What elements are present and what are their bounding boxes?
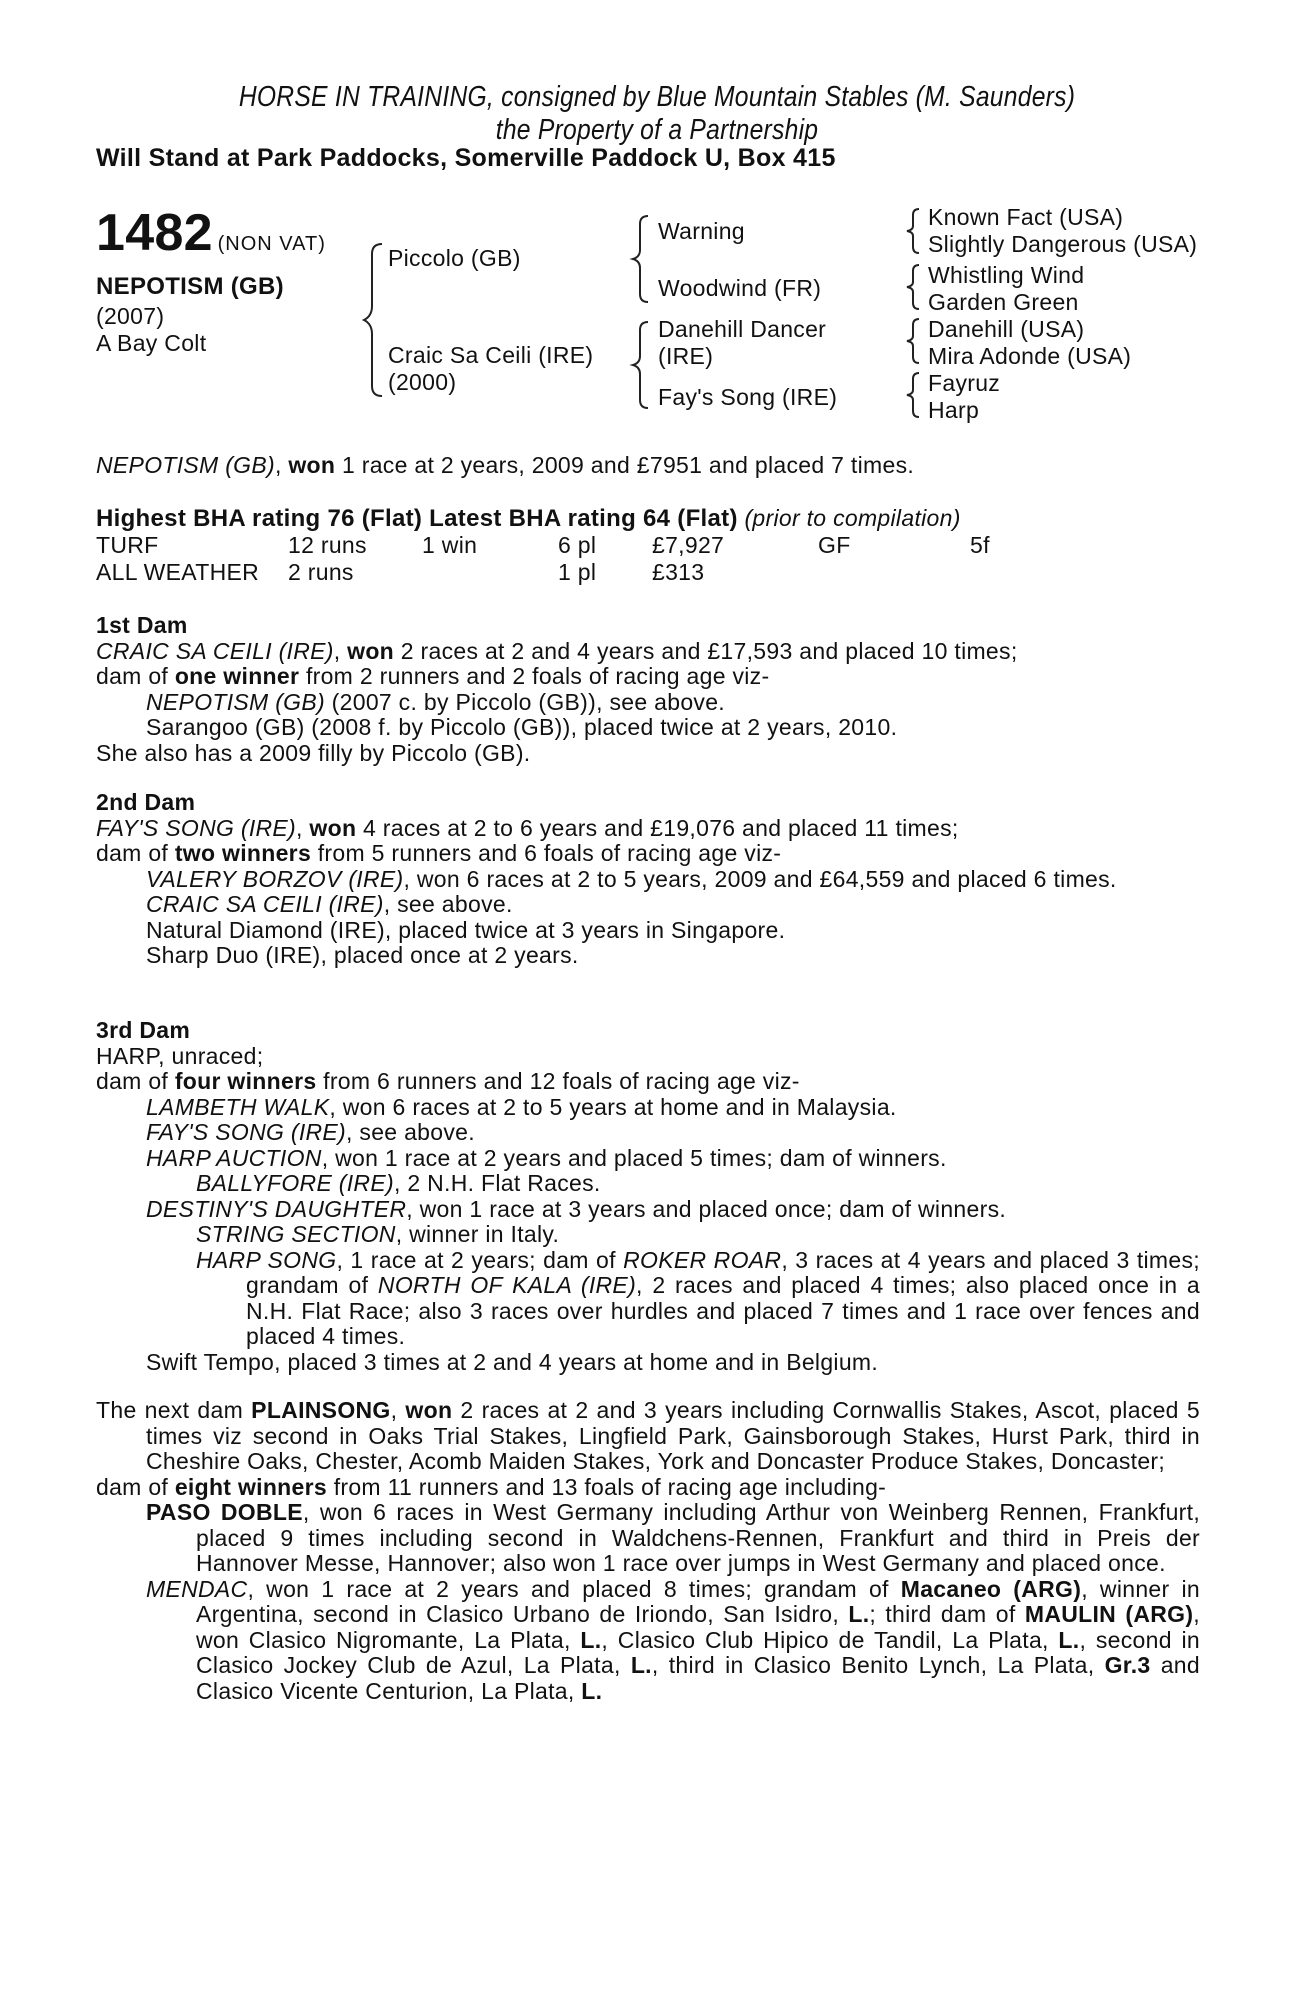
ratings-line (96, 505, 961, 532)
dam-name: PLAINSONG (251, 1397, 391, 1423)
race-summary: NEPOTISM (GB), won 1 race at 2 years, 2009 and £7951 and placed 7 times. (96, 452, 915, 478)
wins: 1 win (422, 532, 478, 558)
dam-dam-dam: Harp (928, 397, 980, 423)
pedigree-brace-3d (902, 370, 924, 420)
produce-record: ; third dam of (869, 1601, 1016, 1627)
listed-marker: L. (580, 1626, 602, 1653)
dam-of-label: dam of (96, 1068, 169, 1094)
dam-record: 2 races at 2 and 3 years including Cornwallis Stakes, Ascot, placed 5 times viz second in Oaks Trial Stakes, Lingfield Park, Gainsborough Stakes, Hurst Park, third in Cheshire Oaks, Chester, Acomb Maiden Stakes, York and Doncaster Produce Stakes, Doncaster; (146, 1397, 1200, 1474)
won-label: won (347, 637, 395, 664)
produce-record: , third in Clasico Benito Lynch, La Plata, (651, 1652, 1095, 1678)
produce-name: DESTINY'S DAUGHTER (146, 1195, 407, 1222)
sire-sire-sire: Known Fact (USA) (928, 204, 1124, 230)
produce-entry: Sharp Duo (IRE), placed once at 2 years. (146, 942, 579, 968)
group-marker: Gr.3 (1104, 1652, 1151, 1678)
summary-won: won (288, 452, 336, 478)
distance: 5f (970, 532, 990, 558)
stand-location: Will Stand at Park Paddocks, Somerville Paddock U, Box 415 (96, 144, 836, 172)
produce-record: , won 1 race at 2 years and placed 5 times; dam of winners. (321, 1144, 947, 1171)
sire-sire: Warning (658, 218, 745, 244)
runs: 12 runs (288, 532, 367, 558)
dam-name: CRAIC SA CEILI (IRE) (96, 637, 334, 664)
produce-name: FAY'S SONG (IRE) (146, 1119, 347, 1145)
next-dam-label: The next dam (96, 1397, 244, 1423)
surface: ALL WEATHER (96, 559, 260, 585)
prize-money: £7,927 (652, 532, 725, 558)
produce-name: HARP AUCTION (146, 1144, 322, 1171)
dam-record: 4 races at 2 to 6 years and £19,076 and placed 11 times; (363, 814, 959, 841)
pedigree-brace-3a (902, 206, 924, 256)
runners-foals: from 2 runners and 2 foals of racing age viz- (305, 663, 770, 689)
produce-record: , won 1 race at 2 years and placed 8 times; grandam of (247, 1575, 889, 1602)
produce-record: , Clasico Club Hipico de Tandil, La Plata, (601, 1626, 1049, 1653)
produce-entry: Sarangoo (GB) (2008 f. by Piccolo (GB)), placed twice at 2 years, 2010. (146, 714, 898, 740)
grandchild-name: Macaneo (ARG) (900, 1575, 1082, 1602)
vat-status: (NON VAT) (217, 233, 326, 255)
produce-record: , 3 races at 4 years and placed 3 times; grandam of (246, 1246, 1200, 1298)
property-line: the Property of a Partnership (495, 114, 819, 146)
places: 6 pl (558, 532, 597, 558)
lot-heading (96, 203, 326, 263)
sire-dam-sire: Whistling Wind (928, 262, 1085, 288)
listed-marker: L. (848, 1601, 870, 1627)
produce-name: MENDAC (146, 1575, 248, 1602)
ratings-bold: Highest BHA rating 76 (Flat) Latest BHA rating 64 (Flat) (96, 505, 738, 532)
produce-name: ROKER ROAR (623, 1246, 782, 1273)
produce-record: , won Clasico Nigromante, La Plata, (196, 1601, 1200, 1653)
dam-of-label: dam of (96, 840, 169, 866)
produce-name: NEPOTISM (GB) (146, 688, 325, 715)
horse-name: NEPOTISM (GB) (96, 273, 284, 300)
dam-record: 2 races at 2 and 4 years and £17,593 and placed 10 times; (400, 637, 1018, 664)
first-dam-section: 1st Dam CRAIC SA CEILI (IRE), won 2 races at 2 and 4 years and £17,593 and placed 10 times; dam of one winner from 2 runners and 2 foals of racing age viz- NEPOTISM (GB) (2007 c. by Piccolo (GB)), see above. Sarangoo (GB) (2008 f. by Piccolo (GB)), placed twice at 2 years, 2010. She also has a 2009 filly by Piccolo (GB). (96, 613, 1200, 766)
produce-record: , won 6 races in West Germany including Arthur von Weinberg Rennen, Frankfurt, placed 9 times including second in Waldchens-Rennen, Frankfurt and third in Preis der Hannover Messe, Hannover; also won 1 race over jumps in West Germany and placed once. (196, 1499, 1201, 1576)
produce-entry: Natural Diamond (IRE), placed twice at 3 years in Singapore. (146, 916, 786, 943)
pedigree-brace-3c (902, 316, 924, 366)
going: GF (818, 532, 851, 558)
consignor-line: HORSE IN TRAINING, consigned by Blue Mountain Stables (M. Saunders) (238, 81, 1076, 113)
pedigree-brace-main (360, 240, 390, 400)
ratings-note: (prior to compilation) (744, 505, 961, 531)
sire-dam: Woodwind (FR) (658, 275, 822, 301)
won-label: won (309, 814, 357, 841)
produce-record: , winner in Italy. (395, 1221, 560, 1247)
produce-name: STRING SECTION (196, 1221, 396, 1247)
produce-record: , see above. (346, 1119, 475, 1145)
produce-record: , see above. (383, 891, 513, 917)
produce-record: , won 6 races at 2 to 5 years at home and in Malaysia. (329, 1093, 897, 1120)
dam-year: (2000) (388, 369, 457, 395)
summary-rest: 1 race at 2 years, 2009 and £7951 and placed 7 times. (341, 452, 915, 478)
produce-name: LAMBETH WALK (146, 1093, 330, 1120)
produce-name: CRAIC SA CEILI (IRE) (146, 891, 384, 917)
produce-record: , 1 race at 2 years; dam of (336, 1246, 616, 1273)
produce-name: HARP SONG (196, 1246, 337, 1273)
produce-name: NORTH OF KALA (IRE) (377, 1272, 637, 1298)
runners-foals: from 6 runners and 12 foals of racing age viz- (323, 1068, 800, 1094)
sire-sire-dam: Slightly Dangerous (USA) (928, 231, 1198, 257)
runners-foals: from 5 runners and 6 foals of racing age viz- (317, 840, 782, 866)
winners-count: four winners (174, 1068, 317, 1094)
produce-record: , 2 N.H. Flat Races. (393, 1170, 601, 1196)
dam-sire-sire: Danehill (USA) (928, 316, 1085, 342)
produce-name: VALERY BORZOV (IRE) (146, 865, 404, 892)
section-heading: 3rd Dam (96, 1017, 191, 1043)
listed-marker: L. (1058, 1626, 1080, 1653)
pedigree-brace-sire (628, 212, 654, 306)
winners-count: one winner (174, 663, 300, 689)
dam-of-label: dam of (96, 663, 169, 689)
winners-count: two winners (174, 840, 312, 866)
prize-money: £313 (652, 559, 705, 585)
pedigree-brace-dam (628, 318, 654, 412)
next-dam-section: The next dam PLAINSONG, won 2 races at 2 and 3 years including Cornwallis Stakes, Ascot, placed 5 times viz second in Oaks Trial Stakes, Lingfield Park, Gainsborough Stakes, Hurst Park, third in Cheshire Oaks, Chester, Acomb Maiden Stakes, York and Doncaster Produce Stakes, Doncaster; dam of eight winners from 11 runners and 13 foals of racing age including- PASO DOBLE, won 6 races in West Germany including Arthur von Weinberg Rennen, Frankfurt, placed 9 times including second in Waldchens-Rennen, Frankfurt and third in Preis der Hannover Messe, Hannover; also won 1 race over jumps in West Germany and placed once. MENDAC, won 1 race at 2 years and placed 8 times; grandam of Macaneo (ARG), winner in Argentina, second in Clasico Urbano de Iriondo, San Isidro, L.; third dam of MAULIN (ARG), won Clasico Nigromante, La Plata, L., Clasico Club Hipico de Tandil, La Plata, L., second in Clasico Jockey Club de Azul, La Plata, L., third in Clasico Benito Lynch, La Plata, Gr.3 and Clasico Vicente Centurion, La Plata, L. (96, 1397, 1201, 1704)
dam-sire-dam: Mira Adonde (USA) (928, 343, 1132, 369)
horse-description: A Bay Colt (96, 330, 207, 356)
pedigree-brace-3b (902, 262, 924, 312)
produce-record: and Clasico Vicente Centurion, La Plata, (196, 1652, 1200, 1704)
produce-record: , won 6 races at 2 to 5 years, 2009 and £64,559 and placed 6 times. (403, 865, 1117, 892)
dam-sire-line1: Danehill Dancer (658, 316, 827, 342)
produce-record: , won 1 race at 3 years and placed once; dam of winners. (406, 1195, 1007, 1222)
section-heading: 1st Dam (96, 612, 188, 638)
dam-dam-sire: Fayruz (928, 370, 1001, 396)
dam-name: Craic Sa Ceili (IRE) (388, 342, 594, 368)
dam-sire-line2: (IRE) (658, 343, 714, 369)
produce-name: BALLYFORE (IRE) (196, 1170, 394, 1196)
foaling-year: (2007) (96, 303, 165, 329)
produce-record: , winner in Argentina, second in Clasico Urbano de Iriondo, San Isidro, (196, 1575, 1200, 1627)
listed-marker: L. (581, 1677, 603, 1704)
sire-name: Piccolo (GB) (388, 245, 521, 271)
summary-horse-name: NEPOTISM (GB) (96, 452, 275, 478)
dam-name: HARP, unraced; (96, 1042, 264, 1069)
grandchild-name: MAULIN (ARG) (1024, 1601, 1194, 1627)
listed-marker: L. (630, 1652, 652, 1678)
produce-record: , 2 races and placed 4 times; also placed once in a N.H. Flat Race; also 3 races over hurdles and placed 7 times and 1 race over fences and placed 4 times. (246, 1272, 1200, 1349)
produce-note: She also has a 2009 filly by Piccolo (GB). (96, 739, 531, 766)
second-dam-section: 2nd Dam FAY'S SONG (IRE), won 4 races at 2 to 6 years and £19,076 and placed 11 times; dam of two winners from 5 runners and 6 foals of racing age viz- VALERY BORZOV (IRE), won 6 races at 2 to 5 years, 2009 and £64,559 and placed 6 times. CRAIC SA CEILI (IRE), see above. Natural Diamond (IRE), placed twice at 3 years in Singapore. Sharp Duo (IRE), placed once at 2 years. (96, 790, 1200, 969)
runners-foals: from 11 runners and 13 foals of racing age including- (333, 1473, 887, 1500)
lot-number: 1482 (96, 204, 213, 262)
places: 1 pl (558, 559, 597, 585)
sire-dam-dam: Garden Green (928, 289, 1079, 315)
produce-entry: Swift Tempo, placed 3 times at 2 and 4 years at home and in Belgium. (146, 1348, 879, 1375)
surface: TURF (96, 532, 159, 558)
produce-name: PASO DOBLE (146, 1499, 303, 1525)
third-dam-section (96, 1018, 1200, 1375)
dam-name: FAY'S SONG (IRE) (96, 814, 297, 841)
produce-record: (2007 c. by Piccolo (GB)), see above. (331, 688, 726, 715)
dam-dam: Fay's Song (IRE) (658, 384, 838, 410)
produce-record: , second in Clasico Jockey Club de Azul, La Plata, (196, 1626, 1200, 1678)
won-label: won (405, 1397, 453, 1423)
dam-of-label: dam of (96, 1473, 169, 1500)
winners-count: eight winners (174, 1473, 327, 1500)
runs: 2 runs (288, 559, 354, 585)
section-heading: 2nd Dam (96, 789, 196, 815)
